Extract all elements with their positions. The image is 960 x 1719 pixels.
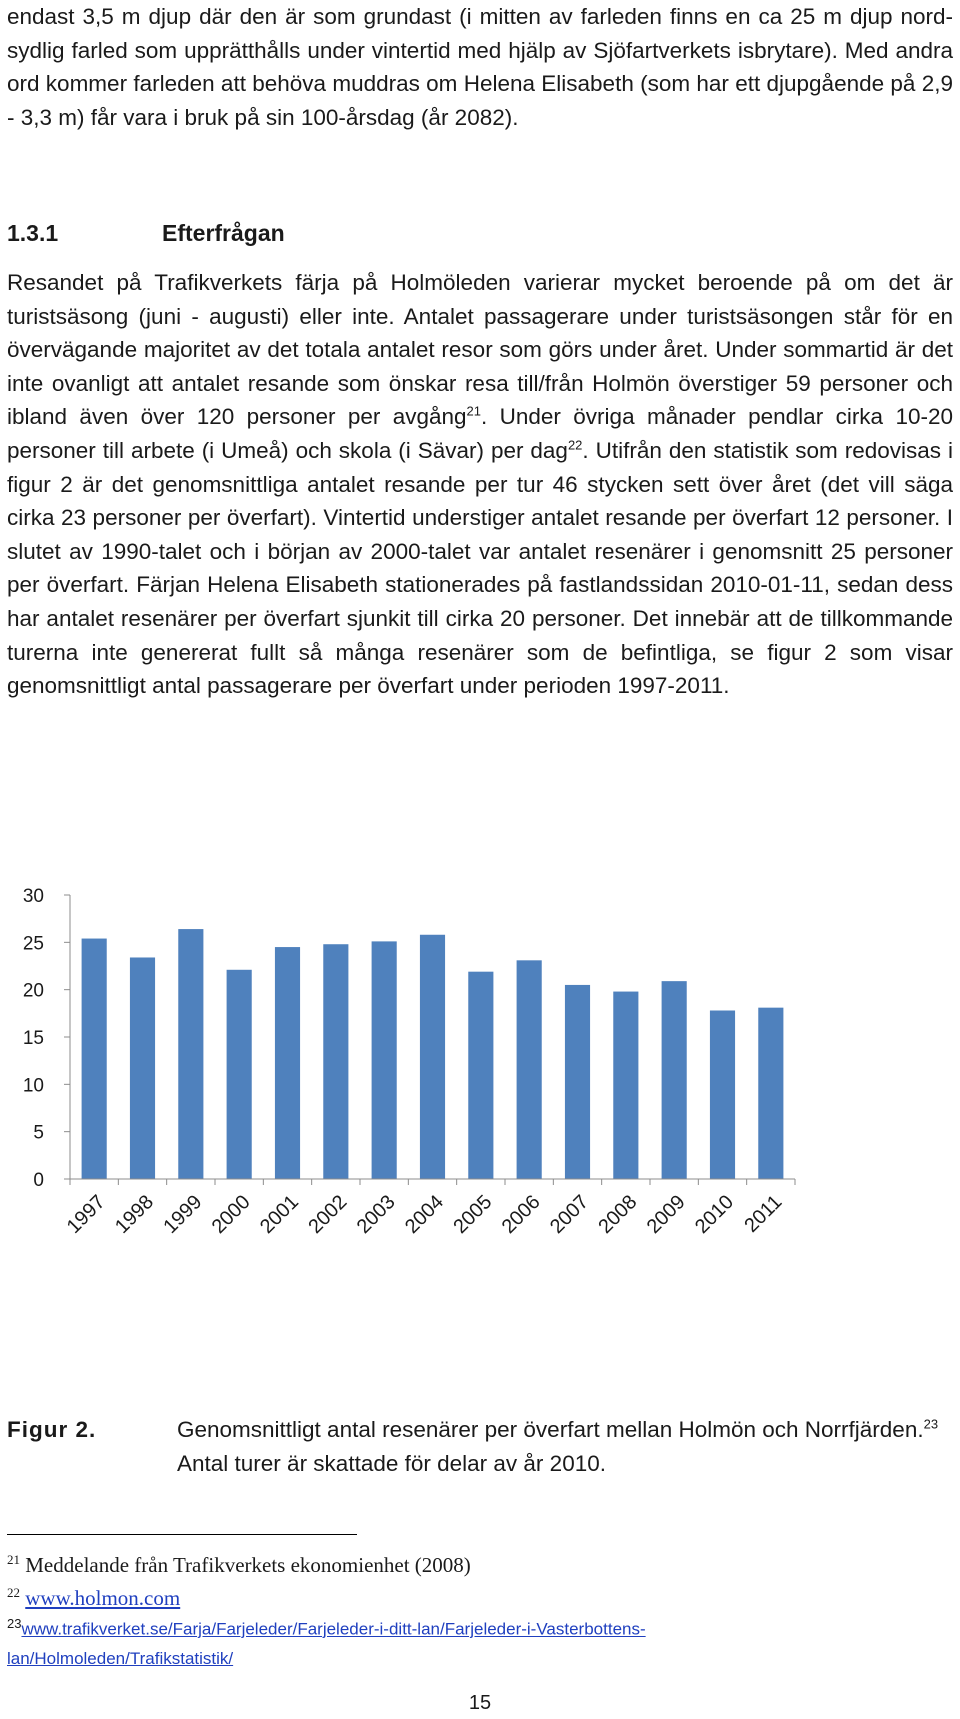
footnote-ref-21[interactable]: 21 bbox=[466, 403, 482, 419]
x-tick-label: 2010 bbox=[691, 1190, 739, 1239]
y-tick-label: 30 bbox=[22, 886, 44, 907]
x-tick-label: 2005 bbox=[449, 1190, 497, 1239]
figure-caption bbox=[7, 1413, 953, 1481]
caption-text-1: Genomsnittligt antal resenärer per överfart mellan Holmön och Norrfjärden. bbox=[177, 1417, 924, 1442]
section-heading bbox=[7, 220, 285, 247]
x-tick-label: 2000 bbox=[207, 1190, 255, 1239]
y-tick-label: 5 bbox=[33, 1122, 44, 1144]
x-tick-label: 1999 bbox=[159, 1190, 207, 1239]
bar-1998 bbox=[130, 957, 155, 1179]
x-tick-label: 2009 bbox=[642, 1190, 690, 1239]
footnote-num: 21 bbox=[7, 1552, 20, 1567]
footnote-link[interactable]: lan/Holmoleden/Trafikstatistik/ bbox=[7, 1649, 234, 1668]
x-tick-label: 2003 bbox=[352, 1190, 400, 1239]
bar-2009 bbox=[662, 981, 687, 1179]
bar-1997 bbox=[82, 939, 107, 1179]
x-tick-label: 2011 bbox=[740, 1190, 787, 1237]
y-tick-label: 15 bbox=[22, 1028, 44, 1049]
bar-2006 bbox=[517, 960, 542, 1179]
footnote-link[interactable]: www.holmon.com bbox=[25, 1586, 181, 1610]
x-tick-label: 2002 bbox=[304, 1190, 352, 1239]
footnote-num: 23 bbox=[7, 1616, 22, 1631]
x-tick-label: 2008 bbox=[594, 1190, 642, 1239]
y-tick-label: 25 bbox=[22, 933, 44, 955]
bar-2002 bbox=[323, 944, 348, 1179]
body-text-3: . Utifrån den statistik som redovisas i figur 2 är det genomsnittliga antalet resande per tur 46 stycken sett över året (det vill säga cirka 23 personer per överfart). Vintertid understiger antalet resande per överfart 12 personer. I slutet av 1990-talet och i början av 2000-talet var antalet resenärer i genomsnitt 25 personer per överfart. Färjan Helena Elisabeth stationerades på fastlandssidan 2010-01-11, sedan dess har antalet resenärer per överfart sjunkit till cirka 20 personer. Det innebär att de tillkommande turerna inte genererat fullt så många resenärer som de befintliga, se figur 2 som visar genomsnittligt antal passagerare per överfart under perioden 1997-2011. bbox=[7, 437, 953, 699]
footnote-23 bbox=[7, 1612, 646, 1642]
footnote-ref-23[interactable]: 23 bbox=[923, 1416, 939, 1432]
footnote-link[interactable]: www.trafikverket.se/Farja/Farjeleder/Farjeleder-i-ditt-lan/Farjeleder-i-Vasterbottens- bbox=[21, 1619, 646, 1639]
footnote-num: 22 bbox=[7, 1585, 20, 1600]
figure-label: Figur 2. bbox=[7, 1417, 97, 1442]
bar-2003 bbox=[372, 941, 397, 1179]
section-number: 1.3.1 bbox=[7, 220, 59, 246]
footnote-ref-22[interactable]: 22 bbox=[567, 437, 583, 453]
y-tick-label: 10 bbox=[22, 1075, 44, 1097]
page-number: 15 bbox=[468, 1692, 492, 1714]
bar-2010 bbox=[710, 1010, 735, 1179]
footnote-divider bbox=[7, 1534, 357, 1535]
bar-2000 bbox=[227, 970, 252, 1179]
caption-text-2: Antal turer är skattade för delar av år 2010. bbox=[177, 1451, 606, 1476]
bar-2011 bbox=[758, 1008, 783, 1179]
footnote-text: Meddelande från Trafikverkets ekonomienhet (2008) bbox=[25, 1553, 471, 1577]
x-tick-label: 1997 bbox=[62, 1190, 110, 1239]
x-tick-label: 1998 bbox=[111, 1190, 159, 1239]
y-axis bbox=[23, 886, 70, 1191]
section-title: Efterfrågan bbox=[162, 220, 285, 246]
x-tick-label: 2001 bbox=[256, 1190, 304, 1239]
figure-caption-text bbox=[177, 1413, 953, 1481]
bar-2007 bbox=[565, 985, 590, 1179]
footnote-23-cont bbox=[7, 1647, 233, 1671]
footnote-21 bbox=[7, 1548, 471, 1577]
bar-2001 bbox=[275, 947, 300, 1179]
x-tick-label: 2007 bbox=[546, 1190, 594, 1239]
body-paragraph bbox=[7, 266, 953, 703]
bar-2005 bbox=[468, 972, 493, 1179]
bar-2008 bbox=[613, 992, 638, 1179]
footnote-22 bbox=[7, 1581, 180, 1610]
x-axis bbox=[63, 1179, 795, 1238]
body-text-2: . Under övriga månader pendlar cirka 10-20 personer till arbete (i Umeå) och skola (i Sävar) per dag bbox=[7, 404, 953, 463]
x-tick-label: 2004 bbox=[401, 1190, 449, 1239]
y-tick-label: 0 bbox=[33, 1170, 44, 1191]
x-tick-label: 2006 bbox=[497, 1190, 545, 1239]
body-text-1: Resandet på Trafikverkets färja på Holmöleden varierar mycket beroende på om det är turistsäsong (juni - augusti) eller inte. Antalet passagerare under turistsäsongen står för en övervägande majoritet av det totala antalet resor som görs under året. Under sommartid är det inte ovanligt att antalet resande som önskar resa till/från Holmön överstiger 59 personer och ibland även över 120 personer per avgång bbox=[7, 270, 953, 430]
y-tick-label: 20 bbox=[22, 980, 44, 1002]
intro-paragraph: endast 3,5 m djup där den är som grundast (i mitten av farleden finns en ca 25 m djup nord-sydlig farled som upprätthålls under vintertid med hjälp av Sjöfartverkets isbrytare). Med andra ord kommer farleden att behöva muddras om Helena Elisabeth (som har ett djupgående på 2,9 - 3,3 m) får vara i bruk på sin 100-årsdag (år 2082). bbox=[7, 4, 953, 130]
bar-2004 bbox=[420, 935, 445, 1179]
bar-1999 bbox=[178, 929, 203, 1179]
bar-chart bbox=[0, 855, 960, 1255]
bars bbox=[82, 929, 784, 1179]
